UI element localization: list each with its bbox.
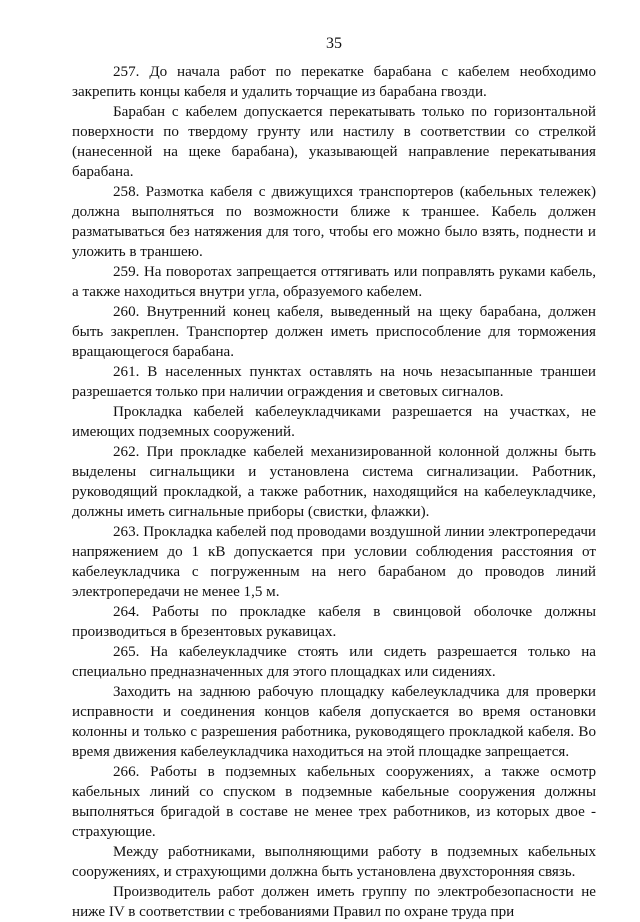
paragraph-257: 257. До начала работ по перекатке барабана с кабелем необходимо закрепить концы кабеля и удалить торчащие из барабана гвозди. [72, 64, 596, 100]
page-number: 35 [326, 35, 342, 52]
paragraph-drum-rolling: Барабан с кабелем допускается перекатывать только по горизонтальной поверхности по твердому грунту или настилу в соответствии со стрелкой (нанесенной на щеке барабана), указывающей направление перекатывания барабана. [72, 104, 596, 180]
paragraph-work-supervisor: Производитель работ должен иметь группу по электробезопасности не ниже IV в соответствии с требованиями Правил по охране труда при [72, 884, 596, 920]
paragraph-261: 261. В населенных пунктах оставлять на ночь незасыпанные траншеи разрешается только при наличии ограждения и световых сигналов. [72, 364, 596, 400]
paragraph-265: 265. На кабелеукладчике стоять или сидеть разрешается только на специально предназначенных для этого площадках или сидениях. [72, 644, 596, 680]
paragraph-264: 264. Работы по прокладке кабеля в свинцовой оболочке должны производиться в брезентовых рукавицах. [72, 604, 596, 640]
paragraph-rear-platform: Заходить на заднюю рабочую площадку кабелеукладчика для проверки исправности и соединения концов кабеля допускается во время остановки колонны и только с разрешения работника, руководящего прокладкой кабеля. Во время движения кабелеукладчика находиться на этой площадке запрещается. [72, 684, 596, 760]
paragraph-two-way-communication: Между работниками, выполняющими работу в подземных кабельных сооружениях, и страхующими должна быть установлена двухсторонняя связь. [72, 844, 596, 880]
paragraph-266: 266. Работы в подземных кабельных сооружениях, а также осмотр кабельных линий со спуском в подземные кабельные сооружения должны выполняться бригадой в составе не менее трех работников, из которых двое - страхующие. [72, 764, 596, 840]
paragraph-cable-laying: Прокладка кабелей кабелеукладчиками разрешается на участках, не имеющих подземных сооружений. [72, 404, 596, 440]
paragraph-259: 259. На поворотах запрещается оттягивать или поправлять руками кабель, а также находиться внутри угла, образуемого кабелем. [72, 264, 596, 300]
paragraph-258: 258. Размотка кабеля с движущихся транспортеров (кабельных тележек) должна выполняться по возможности ближе к траншее. Кабель должен разматываться без натяжения для того, чтобы его можно было взять, поднести и уложить в траншею. [72, 184, 596, 260]
paragraph-263: 263. Прокладка кабелей под проводами воздушной линии электропередачи напряжением до 1 кВ допускается при условии соблюдения расстояния от кабелеукладчика с погруженным на него барабаном до проводов линий электропередачи не менее 1,5 м. [72, 524, 596, 600]
paragraph-260: 260. Внутренний конец кабеля, выведенный на щеку барабана, должен быть закреплен. Транспортер должен иметь приспособление для торможения вращающегося барабана. [72, 304, 596, 360]
paragraph-262: 262. При прокладке кабелей механизированной колонной должны быть выделены сигнальщики и установлена система сигнализации. Работник, руководящий прокладкой, а также работник, находящийся на кабелеукладчике, должны иметь сигнальные приборы (свистки, флажки). [72, 444, 596, 520]
